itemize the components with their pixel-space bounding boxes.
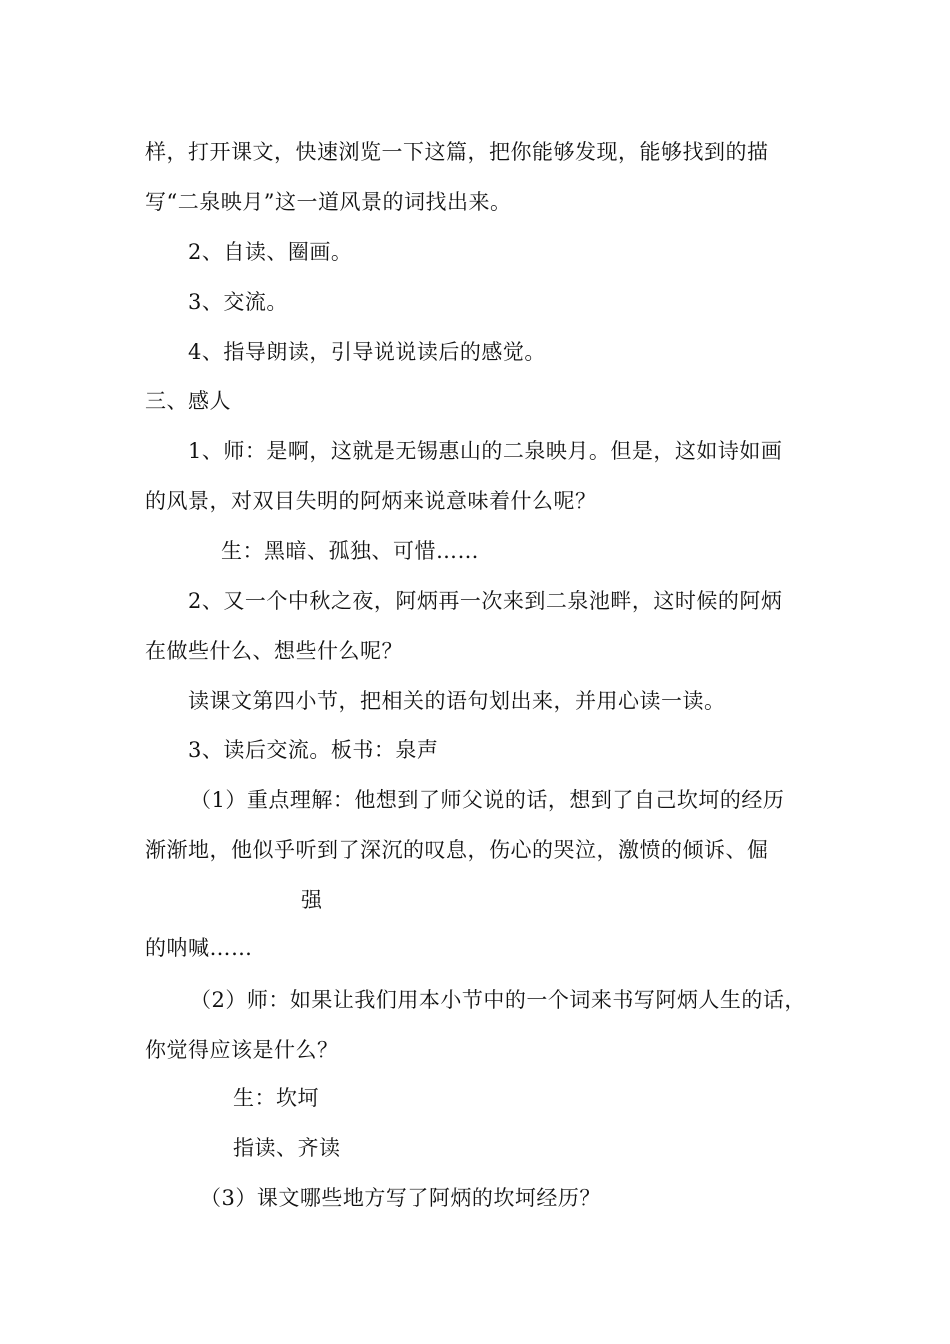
text-line: 的呐喊…… — [145, 936, 253, 960]
text-line: 3、交流。 — [188, 290, 288, 314]
text-line: 2、又一个中秋之夜，阿炳再一次来到二泉池畔，这时候的阿炳 — [188, 589, 783, 613]
section-heading: 三、感人 — [145, 389, 231, 413]
text-line: 生：坎坷 — [233, 1086, 319, 1110]
text-line: 指读、齐读 — [233, 1136, 341, 1160]
text-line: （2）师：如果让我们用本小节中的一个词来书写阿炳人生的话， — [190, 988, 806, 1012]
text-line: 在做些什么、想些什么呢？ — [145, 639, 403, 663]
text-line: 3、读后交流。板书：泉声 — [188, 738, 439, 762]
text-line: 4、指导朗读，引导说说读后的感觉。 — [188, 340, 546, 364]
text-line: 你觉得应该是什么？ — [145, 1038, 339, 1062]
text-line: 1、师：是啊，这就是无锡惠山的二泉映月。但是，这如诗如画 — [188, 439, 783, 463]
text-line: （3）课文哪些地方写了阿炳的坎坷经历？ — [200, 1186, 601, 1210]
text-line: 读课文第四小节，把相关的语句划出来，并用心读一读。 — [188, 689, 726, 713]
text-line: 强 — [301, 888, 323, 912]
text-line: 样，打开课文，快速浏览一下这篇，把你能够发现，能够找到的描 — [145, 140, 769, 164]
text-line: 渐渐地，他似乎听到了深沉的叹息，伤心的哭泣，激愤的倾诉、倔 — [145, 838, 769, 862]
text-line: 生：黑暗、孤独、可惜…… — [221, 539, 479, 563]
text-line: 写“二泉映月”这一道风景的词找出来。 — [145, 190, 512, 214]
text-line: 2、自读、圈画。 — [188, 240, 353, 264]
text-line: 的风景，对双目失明的阿炳来说意味着什么呢？ — [145, 489, 597, 513]
text-line: （1）重点理解：他想到了师父说的话，想到了自己坎坷的经历 — [190, 788, 785, 812]
